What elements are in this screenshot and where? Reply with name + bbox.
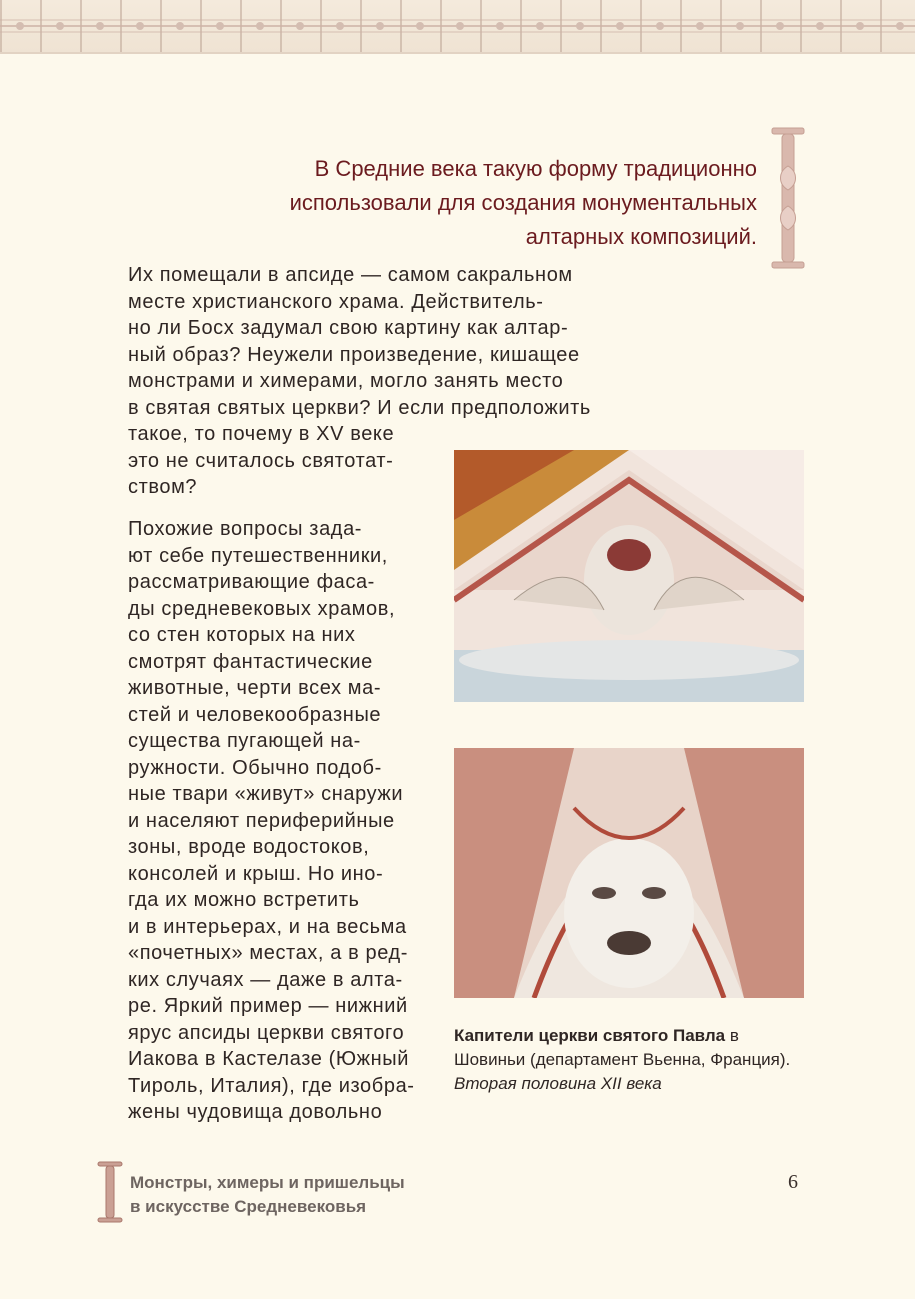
pull-quote: [257, 152, 757, 254]
text-line: монстрами и химерами, могло занять место: [128, 370, 564, 392]
text-line: в святая святых церкви? И если предположить: [128, 396, 591, 419]
caption-title: Капители церкви святого Павла: [454, 1026, 726, 1045]
text-line: Иакова в Кастелазе (Южный: [128, 1048, 410, 1070]
text-line: ды средневековых храмов,: [128, 597, 396, 620]
text-line: существа пугающей на-: [128, 730, 361, 752]
text-line: смотрят фантастические: [128, 650, 373, 673]
paragraph-2: [128, 516, 428, 1126]
footer-ornament-icon: [96, 1160, 124, 1224]
page-number: 6: [788, 1171, 798, 1193]
text-line: Тироль, Италия), где изобра-: [128, 1074, 415, 1097]
text-line: ярус апсиды церкви святого: [128, 1021, 405, 1044]
text-line: и в интерьерах, и на весьма: [128, 915, 407, 938]
text-line: ре. Яркий пример — нижний: [128, 995, 408, 1017]
running-footer-title: [130, 1171, 490, 1219]
ornamental-initial-icon: [768, 126, 808, 272]
pull-quote-line: алтарных композиций.: [525, 224, 757, 249]
text-line: такое, то почему в XV веке: [128, 423, 395, 445]
text-line: стей и человекообразные: [128, 703, 382, 726]
footer-title-line: в искусстве Средневековья: [130, 1197, 367, 1216]
text-line: ружности. Обычно подоб-: [128, 756, 382, 779]
capital-photo-2: [454, 748, 804, 998]
footer-title-line: Монстры, химеры и пришельцы: [130, 1173, 405, 1192]
text-line: ные твари «живут» снаружи: [128, 783, 404, 805]
text-line: «почетных» местах, а в ред-: [128, 942, 409, 964]
text-line: со стен которых на них: [128, 624, 356, 646]
capital-photo-1: [454, 450, 804, 702]
text-line: гда их можно встретить: [128, 889, 360, 911]
text-line: Похожие вопросы зада-: [128, 518, 363, 540]
text-line: Их помещали в апсиде — самом сакральном: [128, 264, 573, 286]
text-line: это не считалось святотат-: [128, 449, 394, 472]
pull-quote-line: В Средние века такую форму традиционно: [314, 156, 757, 181]
caption-date: Вторая половина XII века: [454, 1074, 662, 1093]
text-line: рассматривающие фаса-: [128, 571, 375, 593]
text-line: жены чудовища довольно: [128, 1101, 383, 1123]
ornament-pattern: [0, 0, 915, 52]
text-line: ют себе путешественники,: [128, 544, 388, 567]
text-line: ких случаях — даже в алта-: [128, 968, 403, 991]
top-ornament-border: [0, 0, 915, 54]
text-line: консолей и крыш. Но ино-: [128, 862, 384, 885]
text-line: ством?: [128, 476, 198, 498]
text-line: и населяют периферийные: [128, 809, 395, 832]
text-line: ный образ? Неужели произведение, кишащее: [128, 343, 580, 366]
text-line: месте христианского храма. Действитель-: [128, 290, 544, 313]
pull-quote-line: использовали для создания монументальных: [289, 190, 757, 215]
text-line: зоны, вроде водостоков,: [128, 836, 370, 858]
text-line: животные, черти всех ма-: [128, 677, 382, 699]
text-line: но ли Босх задумал свою картину как алтар-: [128, 317, 569, 339]
caption-text: в Шовиньи (департамент Вьенна, Франция).: [454, 1026, 791, 1069]
photo-caption: [454, 1024, 804, 1096]
